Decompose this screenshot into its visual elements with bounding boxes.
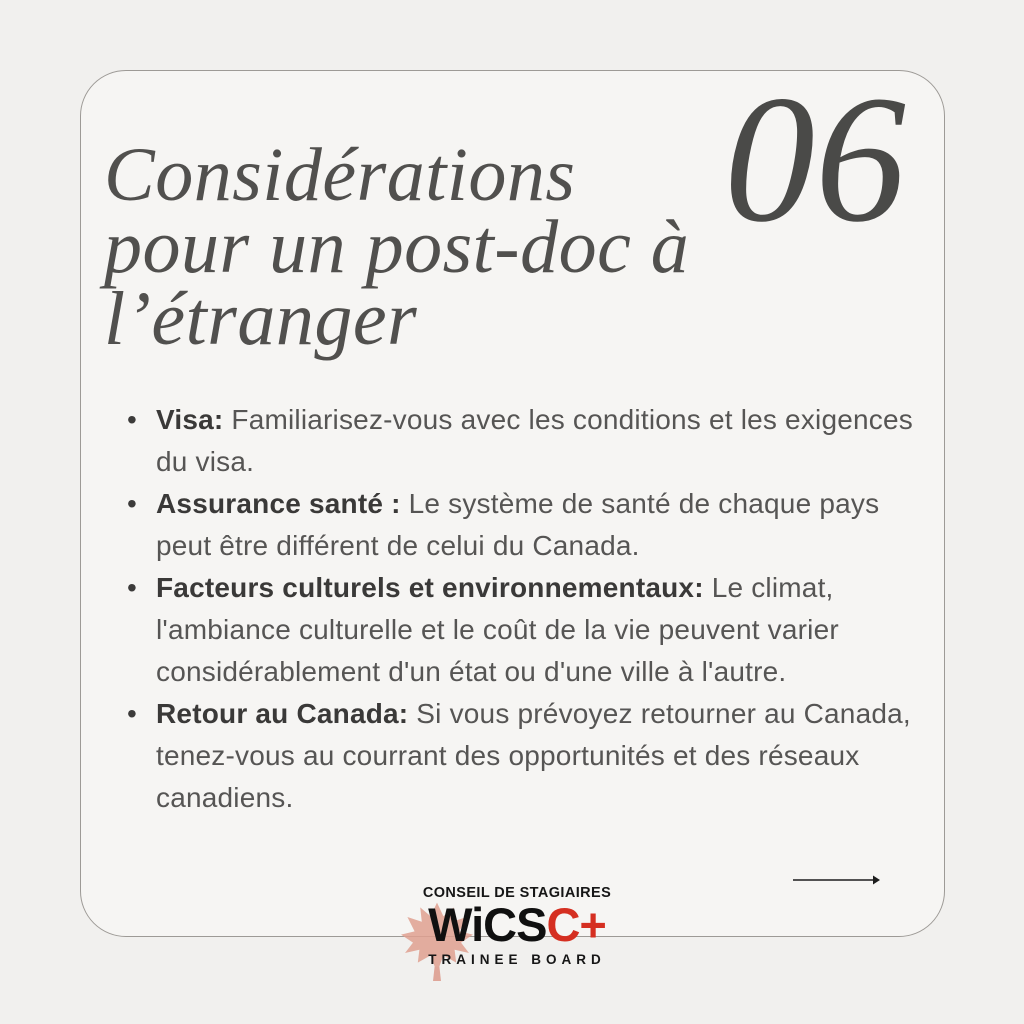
list-item-retour-au-canada	[127, 693, 917, 819]
wordmark-black: WiCS	[428, 898, 547, 951]
bullet-label: Visa:	[156, 404, 224, 435]
page-number: 06	[724, 59, 906, 260]
wordmark-red: C+	[546, 898, 606, 951]
bullet-label: Facteurs culturels et environnementaux:	[156, 572, 704, 603]
bullet-text: Familiarisez-vous avec les conditions et les exigences du visa.	[156, 404, 913, 477]
bullet-text: Le climat, l'ambiance culturelle et le coût de la vie peuvent varier considérablement d'un état ou d'une ville à l'autre.	[156, 572, 839, 687]
considerations-list	[127, 399, 917, 819]
org-name-bottom: TRAINEE BOARD	[428, 952, 606, 967]
org-name-top: CONSEIL DE STAGIAIRES	[422, 885, 612, 901]
list-item-facteurs-culturels	[127, 567, 917, 693]
list-item-assurance-sante	[127, 483, 917, 567]
bullet-text: Si vous prévoyez retourner au Canada, tenez-vous au courrant des opportunités et des réseaux canadiens.	[156, 698, 911, 813]
content-card	[80, 59, 945, 937]
title-line-1: Considérations	[104, 133, 576, 217]
bullet-dot: •	[127, 572, 138, 603]
org-wordmark	[423, 898, 611, 951]
org-logo	[0, 885, 1024, 969]
org-logo-inner	[423, 885, 611, 967]
bullet-text: Le système de santé de chaque pays peut être différent de celui du Canada.	[156, 488, 880, 561]
title-line-2: pour un post-doc à	[104, 205, 690, 289]
bullet-label: Retour au Canada:	[156, 698, 409, 729]
bullet-dot: •	[127, 698, 138, 729]
page-title	[104, 133, 690, 361]
bullet-dot: •	[127, 488, 138, 519]
list-item-visa	[127, 399, 917, 483]
title-line-3: l’étranger	[104, 277, 418, 361]
bullet-dot: •	[127, 404, 138, 435]
bullet-label: Assurance santé :	[156, 488, 401, 519]
